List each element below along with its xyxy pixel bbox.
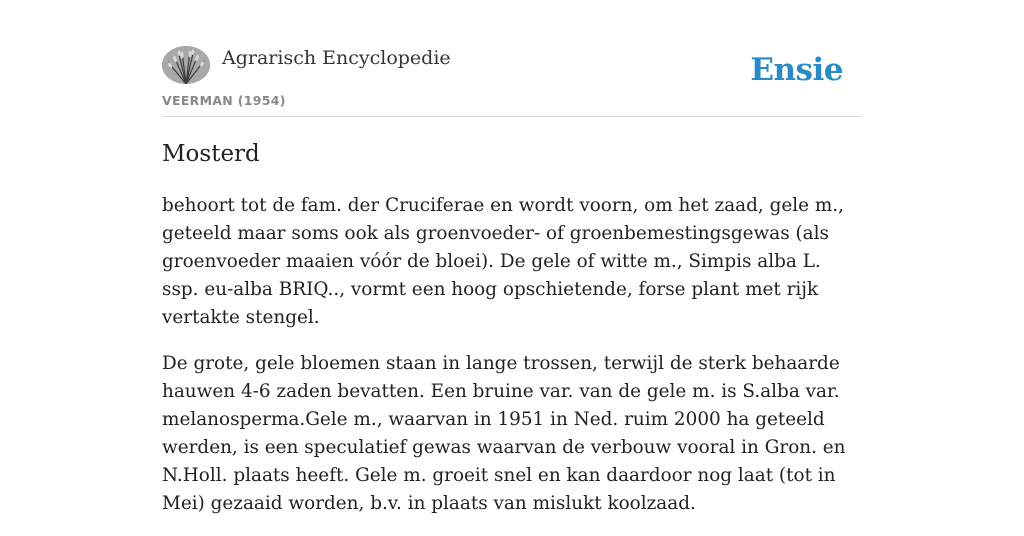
article-paragraph: behoort tot de fam. der Cruciferae en wordt voorn, om het zaad, gele m., geteeld maar soms ook als groenvoeder- of groenbemestingsgewas (als groenvoeder maaien vóór de bloei). De gele of witte m., Simpis alba L. ssp. eu-alba BRIQ.., vormt een hoog opschietende, forse plant met rijk vertakte stengel. bbox=[162, 195, 844, 328]
source-title[interactable]: Agrarisch Encyclopedie bbox=[222, 47, 451, 69]
source-header bbox=[162, 0, 862, 117]
page bbox=[162, 0, 862, 514]
article-body bbox=[162, 192, 862, 536]
article-paragraph: De grote, gele bloemen staan in lange trossen, terwijl de sterk behaarde hauwen 4-6 zaden bevatten. Een bruine var. van de gele m. is S.alba var. melanosperma.Gele m., waarvan in 1951 in Ned. ruim 2000 ha geteeld werden, is een speculatief gewas waarvan de verbouw vooral in Gron. en N.Holl. plaats heeft. Gele m. groeit snel en kan daardoor nog laat (tot in Mei) gezaaid worden, b.v. in plaats van mislukt koolzaad. bbox=[162, 353, 846, 514]
ensie-logo[interactable]: Ensie bbox=[750, 52, 843, 88]
source-author-year: VEERMAN (1954) bbox=[162, 93, 286, 108]
article-title: Mosterd bbox=[162, 141, 260, 167]
wheat-logo-icon[interactable] bbox=[162, 46, 210, 84]
